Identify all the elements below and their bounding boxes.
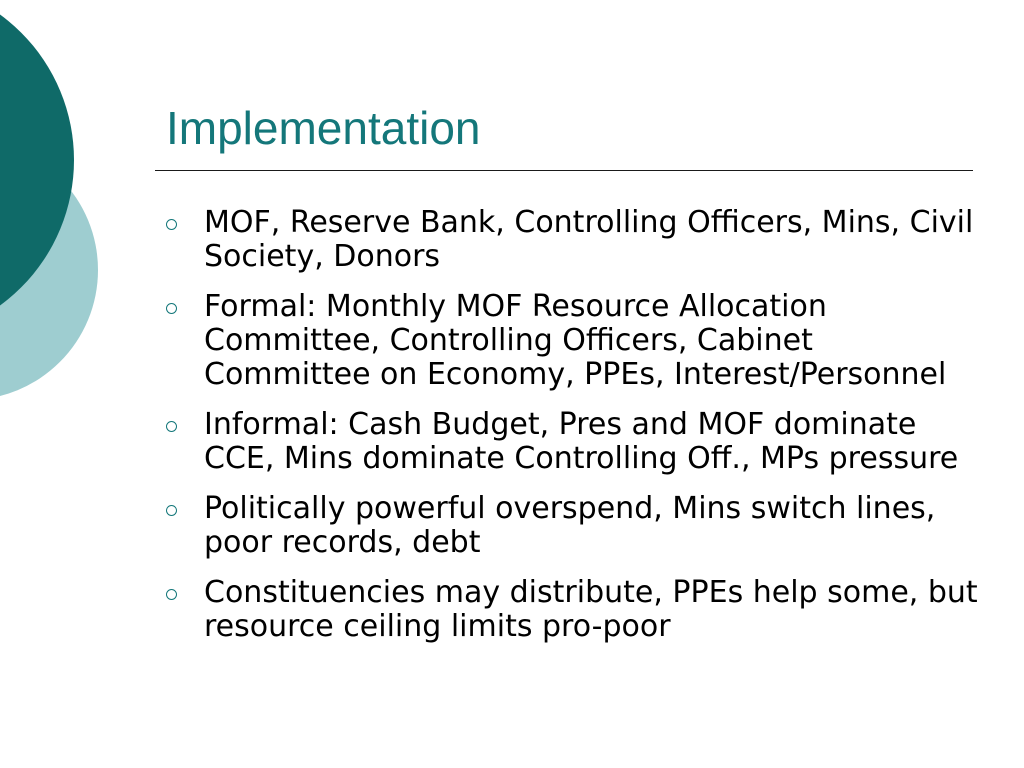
bullet-text: Politically powerful overspend, Mins switch lines, poor records, debt [204, 491, 936, 560]
bullet-item [160, 492, 980, 560]
bullet-item [160, 206, 980, 274]
hollow-circle-icon [166, 219, 177, 230]
bullet-text: MOF, Reserve Bank, Controlling Officers, Mins, Civil Society, Donors [204, 205, 974, 274]
bullet-item [160, 576, 980, 644]
bullet-item [160, 408, 980, 476]
bullet-text: Informal: Cash Budget, Pres and MOF dominate CCE, Mins dominate Controlling Off., MPs pressure [204, 407, 959, 476]
hollow-circle-icon [166, 505, 177, 516]
hollow-circle-icon [166, 303, 177, 314]
slide-title: Implementation [166, 102, 481, 154]
hollow-circle-icon [166, 589, 177, 600]
bullet-text: Constituencies may distribute, PPEs help some, but resource ceiling limits pro-poor [204, 575, 978, 644]
bullet-text: Formal: Monthly MOF Resource Allocation Committee, Controlling Officers, Cabinet Committee on Economy, PPEs, Interest/Personnel [204, 289, 947, 392]
bullet-item [160, 290, 980, 392]
bullet-list [160, 206, 980, 660]
hollow-circle-icon [166, 421, 177, 432]
title-divider [155, 170, 973, 171]
